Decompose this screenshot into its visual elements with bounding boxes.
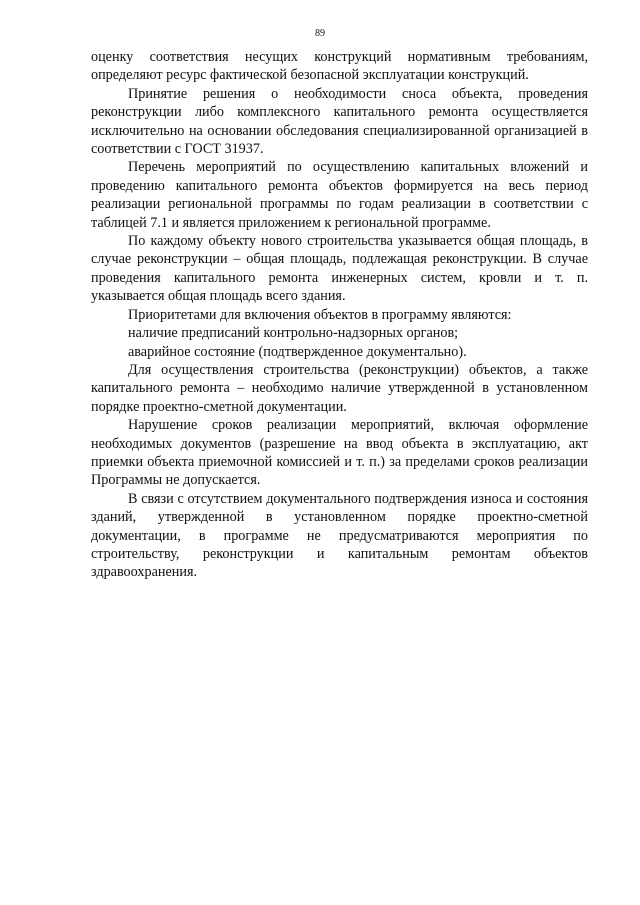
paragraph-deadline-violation: Нарушение сроков реализации мероприятий, включая оформление необходимых документов (разрешение на ввод объекта в эксплуатацию, акт приемки объекта приемочной комиссией и т. п.) за пределами сроков реализации Программы не допускается. xyxy=(91,417,588,489)
paragraph-total-area: По каждому объекту нового строительства указывается общая площадь, в случае реконструкции – общая площадь, подлежащая реконструкции. В случае проведения капитального ремонта инженерных систем, кровли и т. п. указывается общая площадь всего здания. xyxy=(91,233,588,305)
paragraph-healthcare-exclusion: В связи с отсутствием документального подтверждения износа и состояния зданий, утвержденной в установленном порядке проектно-сметной документации, в программе не предусматриваются мероприятия по строительству, реконструкции и капитальным ремонтам объектов здравоохранения. xyxy=(91,490,588,581)
body-text xyxy=(91,48,588,582)
list-item-emergency-state: аварийное состояние (подтвержденное документально). xyxy=(128,343,467,360)
paragraph-measures-list: Перечень мероприятий по осуществлению капитальных вложений и проведению капитального ремонта объектов формируется на весь период реализации региональной программы по годам реализации в соответствии с таблицей 7.1 и является приложением к региональной программе. xyxy=(91,159,588,231)
page-number: 89 xyxy=(315,28,325,39)
paragraph-continuation: оценку соответствия несущих конструкций нормативным требованиям, определяют ресурс фактической безопасной эксплуатации конструкций. xyxy=(91,49,588,84)
paragraph-priorities-intro: Приоритетами для включения объектов в программу являются: xyxy=(128,306,512,323)
paragraph-design-documentation: Для осуществления строительства (реконструкции) объектов, а также капитального ремонта – необходимо наличие утвержденной в установленном порядке проектно-сметной документации. xyxy=(91,361,588,415)
paragraph-demolition-decision: Принятие решения о необходимости сноса объекта, проведения реконструкции либо комплексного капитального ремонта осуществляется исключительно на основании обследования специализированной организацией в соответствии с ГОСТ 31937. xyxy=(91,85,588,158)
list-item-inspection-orders: наличие предписаний контрольно-надзорных органов; xyxy=(128,325,459,342)
